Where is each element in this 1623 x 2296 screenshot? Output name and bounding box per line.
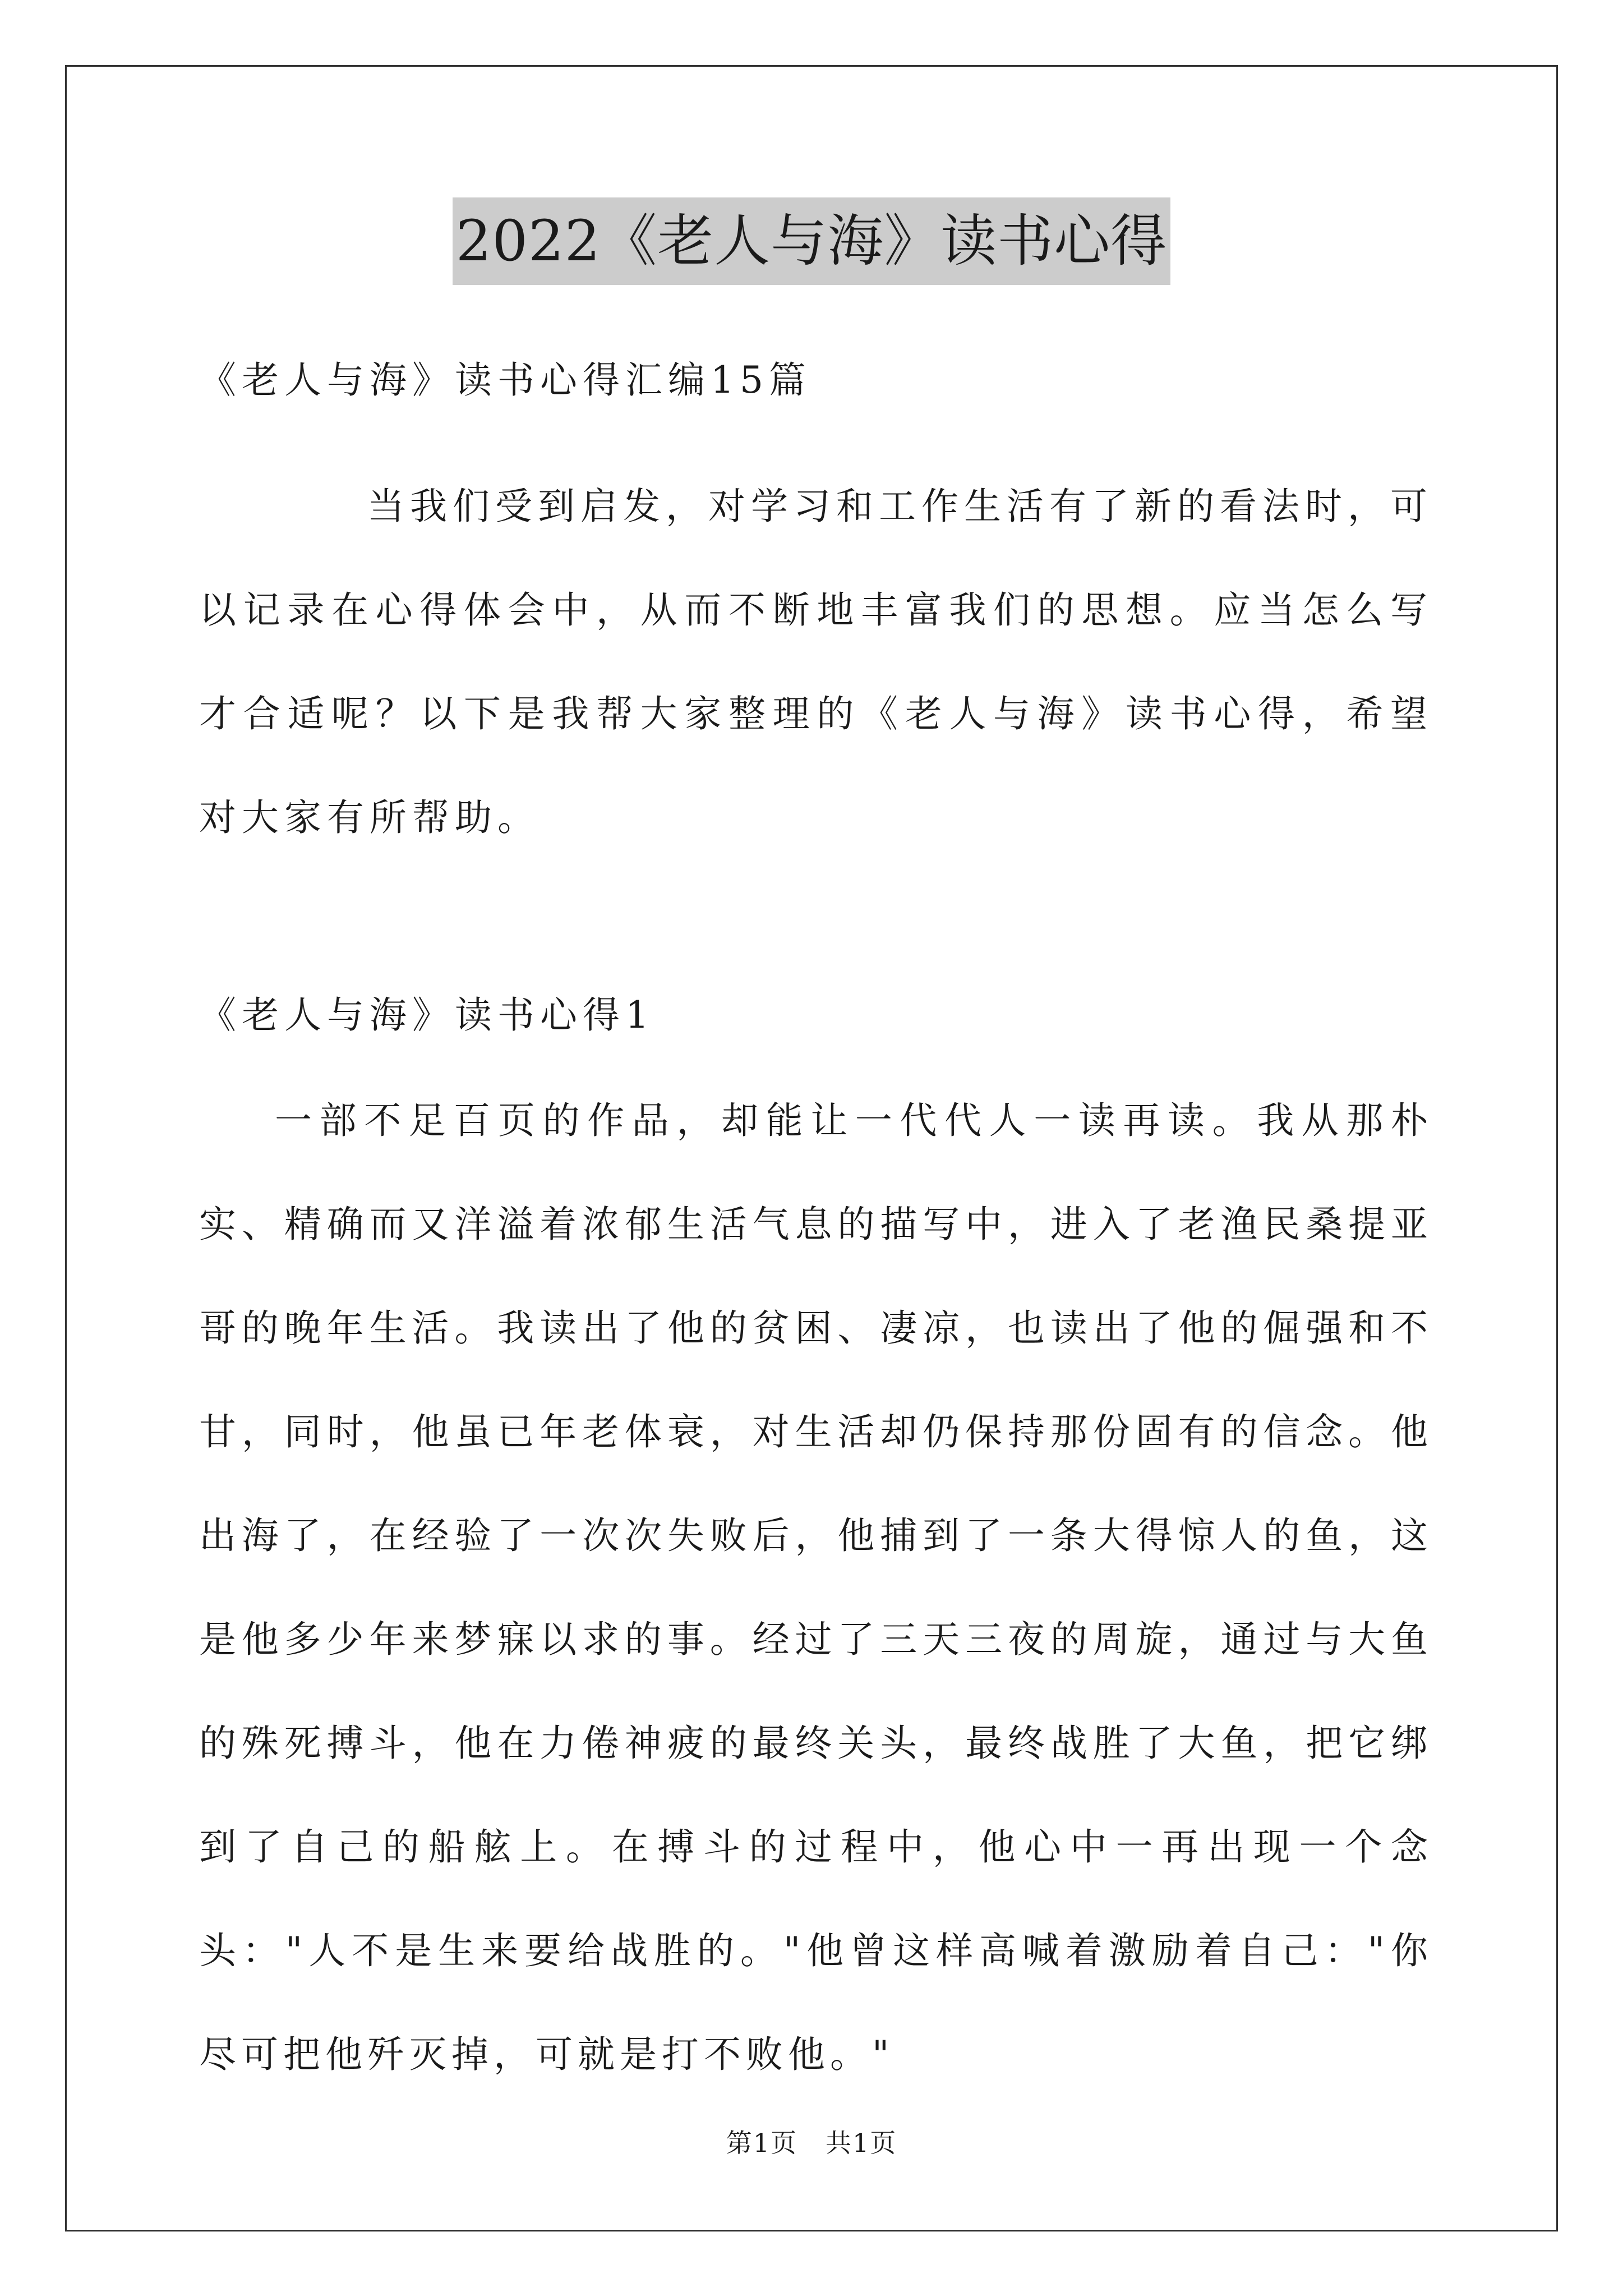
title-container <box>0 197 1623 285</box>
page-number: 第1页 <box>726 2128 797 2158</box>
document-subtitle: 《老人与海》读书心得汇编15篇 <box>199 358 811 402</box>
document-title: 2022《老人与海》读书心得 <box>453 197 1171 285</box>
section-heading: 《老人与海》读书心得1 <box>199 993 654 1037</box>
body-paragraph: 一部不足百页的作品，却能让一代代人一读再读。我从那朴实、精确而又洋溢着浓郁生活气息的描写中，进入了老渔民桑提亚哥的晚年生活。我读出了他的贫困、凄凉，也读出了他的倔强和不甘，同时，他虽已年老体衰，对生活却仍保持那份固有的信念。他出海了，在经验了一次次失败后，他捕到了一条大得惊人的鱼，这是他多少年来梦寐以求的事。经过了三天三夜的周旋，通过与大鱼的殊死搏斗，他在力倦神疲的最终关头，最终战胜了大鱼，把它绑到了自己的船舷上。在搏斗的过程中，他心中一再出现一个念头："人不是生来要给战胜的。"他曾这样高喊着激励着自己："你尽可把他歼灭掉，可就是打不败他。" <box>199 1099 1433 2076</box>
page-total: 共1页 <box>826 2128 897 2158</box>
intro-paragraph: 当我们受到启发，对学习和工作生活有了新的看法时，可以记录在心得体会中，从而不断地丰富我们的思想。应当怎么写才合适呢？以下是我帮大家整理的《老人与海》读书心得，希望对大家有所帮助。 <box>199 485 1433 839</box>
page-footer <box>0 2126 1623 2160</box>
